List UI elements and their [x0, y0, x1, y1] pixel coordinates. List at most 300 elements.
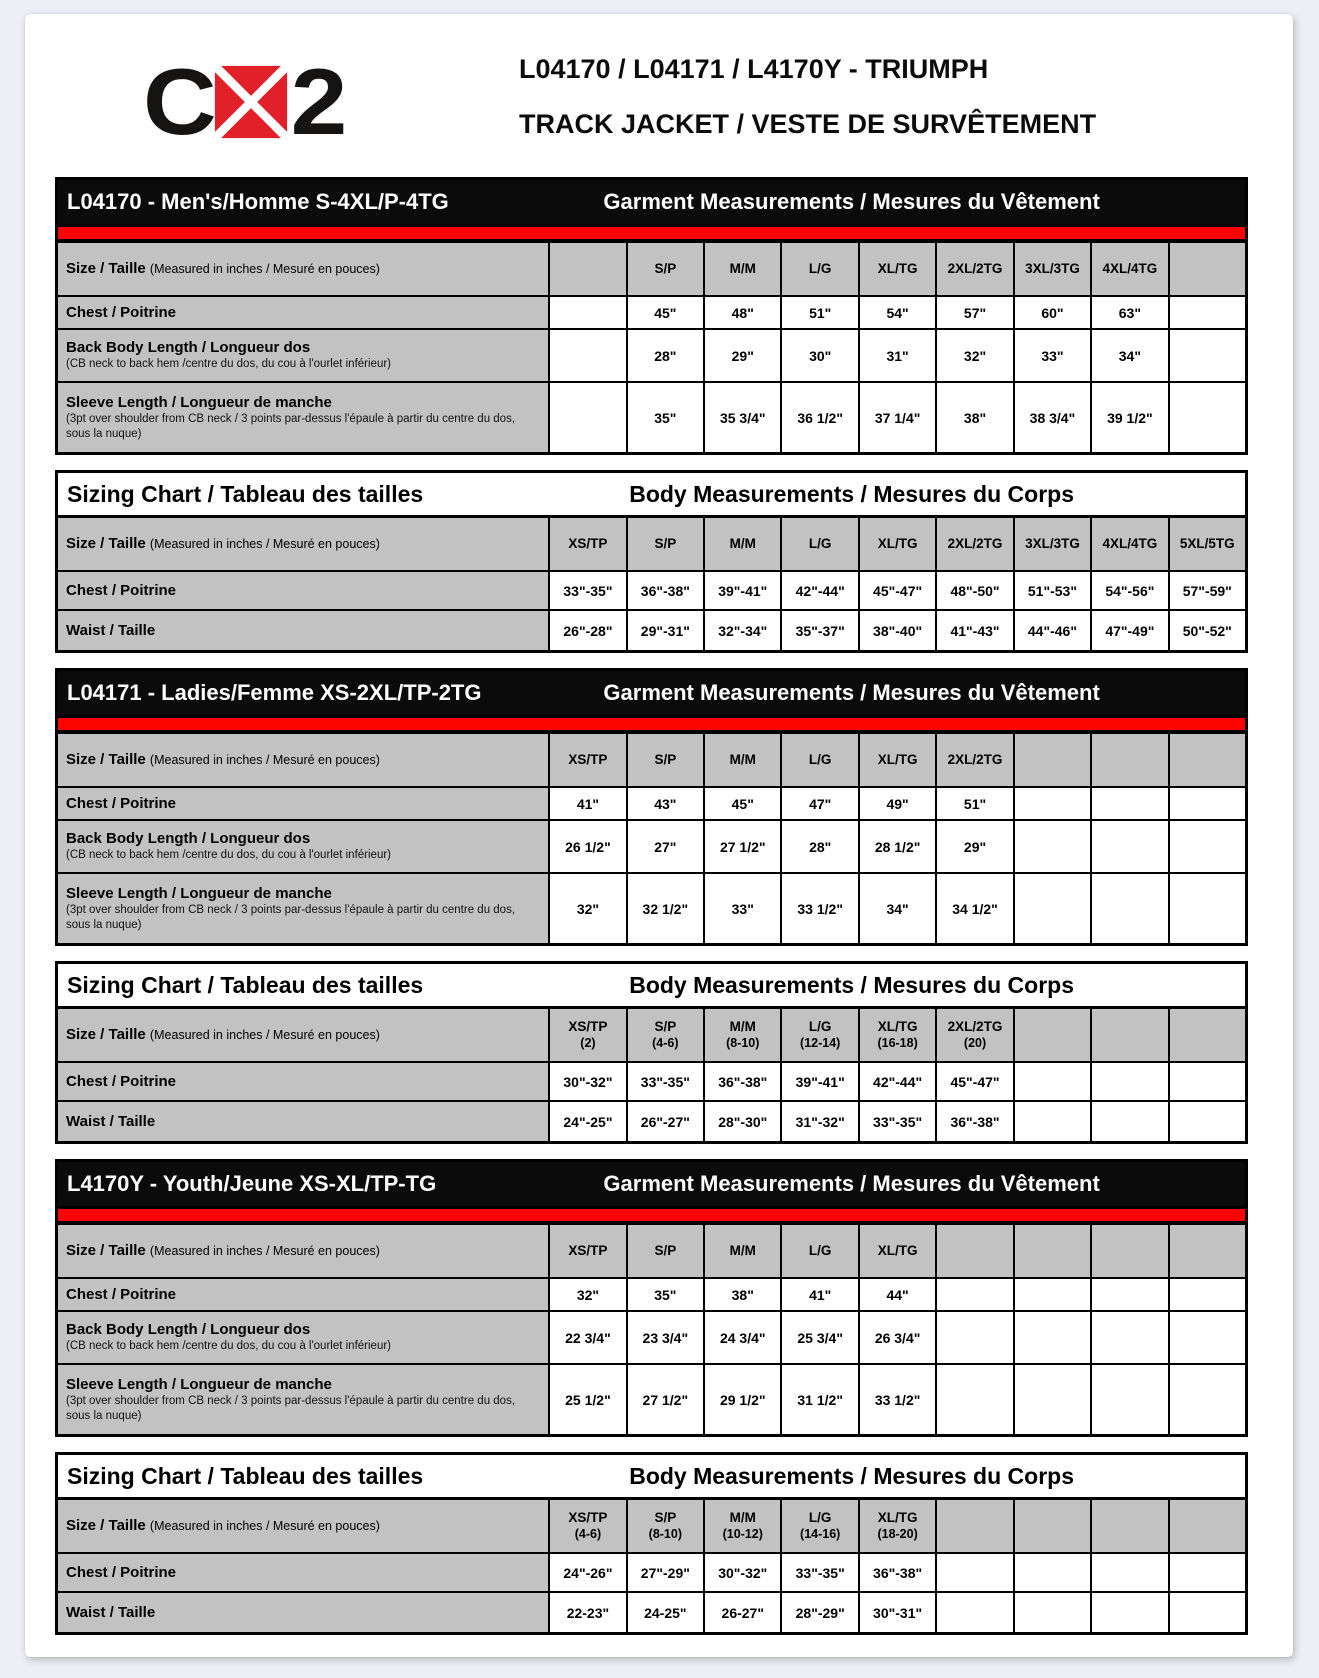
size-header-row [58, 1225, 1245, 1279]
value-cell [626, 874, 703, 943]
table-title: L04171 - Ladies/Femme XS-2XL/TP-2TG [67, 680, 482, 705]
size-column-header [858, 243, 935, 295]
size-name: M/M [729, 751, 756, 767]
size-header-row [58, 1500, 1245, 1554]
value-cell [935, 874, 1012, 943]
size-column-header [703, 1009, 780, 1061]
size-column-header [935, 1500, 1012, 1552]
size-range: (20) [963, 1035, 987, 1050]
row-label-cell [58, 330, 548, 381]
row-label: Waist / Taille [66, 1603, 156, 1621]
size-column-header [935, 1009, 1012, 1061]
measurement-value: 26 3/4" [874, 1329, 921, 1346]
value-cell [626, 1593, 703, 1632]
value-cell [935, 821, 1012, 872]
measurements-title: Body Measurements / Mesures du Corps [629, 971, 1074, 998]
value-cell [858, 1063, 935, 1100]
measurement-value: 29"-31" [640, 622, 690, 639]
measurement-value: 42"-44" [873, 1073, 923, 1090]
measurement-value: 33"-35" [795, 1564, 845, 1581]
value-cell [935, 1102, 1012, 1141]
measurements-title: Garment Measurements / Mesures du Vêtement [603, 189, 1100, 214]
row-label-cell [58, 1312, 548, 1363]
measurement-value: 33"-35" [640, 1073, 690, 1090]
measurements-title: Body Measurements / Mesures du Corps [629, 480, 1074, 507]
size-column-header [780, 1500, 857, 1552]
value-cell [626, 1312, 703, 1363]
value-cell [935, 788, 1012, 819]
value-cell [1090, 1279, 1167, 1310]
value-cell [703, 572, 780, 609]
row-label: Chest / Poitrine [66, 794, 177, 812]
size-column-header [780, 243, 857, 295]
value-cell [1090, 788, 1167, 819]
measurement-value: 51" [809, 304, 832, 321]
measurement-value: 45"-47" [873, 582, 923, 599]
value-cell [1013, 1063, 1090, 1100]
size-name: L/G [808, 751, 832, 767]
measurement-value: 32 1/2" [642, 900, 689, 917]
measurement-value: 29 1/2" [719, 1391, 766, 1408]
value-cell [626, 1365, 703, 1434]
value-cell [858, 1312, 935, 1363]
size-column-header [1168, 1009, 1245, 1061]
size-range: (8-10) [726, 1035, 760, 1050]
value-cell [703, 1102, 780, 1141]
value-cell [626, 611, 703, 650]
value-cell [780, 572, 857, 609]
value-cell [1168, 874, 1245, 943]
measurement-value: 38" [963, 409, 987, 426]
row-label-cell [58, 1554, 548, 1591]
size-name: M/M [729, 535, 756, 551]
size-column-header [858, 1500, 935, 1552]
value-cell [780, 788, 857, 819]
measurement-row [58, 1312, 1245, 1365]
table-header-band [58, 1455, 1245, 1500]
size-column-header [1090, 1009, 1167, 1061]
value-cell [780, 1554, 857, 1591]
value-cell [548, 1063, 625, 1100]
value-cell [703, 821, 780, 872]
value-cell [626, 1102, 703, 1141]
value-cell [1013, 1102, 1090, 1141]
value-cell [1090, 874, 1167, 943]
table-header-band [58, 180, 1245, 224]
size-column-header [1168, 734, 1245, 786]
red-stripe [58, 224, 1245, 243]
size-name: L/G [808, 535, 832, 551]
size-column-header [935, 243, 1012, 295]
measurement-value: 22-23" [566, 1604, 610, 1621]
size-range: (14-16) [800, 1526, 841, 1541]
size-name: XS/TP [568, 751, 608, 767]
value-cell [858, 1365, 935, 1434]
value-cell [703, 297, 780, 328]
measurement-value: 30" [809, 347, 832, 364]
size-name: S/P [654, 751, 677, 767]
measurement-value: 36"-38" [950, 1113, 1000, 1130]
value-cell [1090, 611, 1167, 650]
value-cell [780, 1593, 857, 1632]
measurement-value: 43" [654, 795, 677, 812]
value-cell [1013, 788, 1090, 819]
size-range: (4-6) [574, 1526, 602, 1541]
measurement-row [58, 611, 1245, 650]
size-name: 2XL/2TG [947, 751, 1003, 767]
size-column-header [548, 1009, 625, 1061]
size-label-line [66, 1242, 380, 1260]
value-cell [780, 1279, 857, 1310]
measurement-value: 35" [654, 409, 677, 426]
size-column-header [935, 734, 1012, 786]
size-measure-note: (Measured in inches / Mesuré en pouces) [149, 262, 380, 276]
value-cell [1090, 1312, 1167, 1363]
measurement-value: 51"-53" [1027, 582, 1077, 599]
value-cell [1090, 1102, 1167, 1141]
size-column-header [1013, 734, 1090, 786]
value-cell [1013, 330, 1090, 381]
logo-x-icon [207, 58, 295, 146]
measurement-value: 57" [963, 304, 987, 321]
value-cell [1013, 1593, 1090, 1632]
value-cell [1013, 1554, 1090, 1591]
garment-measurements-table [55, 177, 1248, 455]
size-range: (18-20) [877, 1526, 918, 1541]
size-name: 2XL/2TG [947, 535, 1003, 551]
size-column-header [935, 518, 1012, 570]
size-name: 5XL/5TG [1179, 535, 1235, 551]
size-range: (16-18) [877, 1035, 918, 1050]
size-column-header [548, 1225, 625, 1277]
value-cell [1013, 383, 1090, 452]
measurement-value: 30"-32" [563, 1073, 613, 1090]
size-label-cell [58, 518, 548, 570]
size-column-header [703, 1225, 780, 1277]
row-label-note: (CB neck to back hem /centre du dos, du cou à l'ourlet inférieur) [66, 1340, 391, 1353]
value-cell [548, 297, 625, 328]
value-cell [935, 383, 1012, 452]
measurement-value: 28"-29" [795, 1604, 845, 1621]
size-column-header [858, 1009, 935, 1061]
value-cell [548, 330, 625, 381]
measurement-value: 32" [576, 900, 600, 917]
size-measure-note: (Measured in inches / Mesuré en pouces) [149, 753, 380, 767]
size-column-header [703, 243, 780, 295]
size-column-header [1168, 1225, 1245, 1277]
measurement-value: 26 1/2" [565, 838, 611, 855]
size-column-header [1168, 1500, 1245, 1552]
row-label-cell [58, 1593, 548, 1632]
table-title: Sizing Chart / Tableau des tailles [67, 480, 424, 507]
value-cell [1013, 1365, 1090, 1434]
measurement-value: 60" [1041, 304, 1064, 321]
measurement-value: 41" [809, 1286, 832, 1303]
size-name: S/P [654, 1019, 677, 1035]
size-header-row [58, 734, 1245, 788]
size-name: 3XL/3TG [1025, 535, 1080, 551]
measurement-value: 27"-29" [640, 1564, 690, 1581]
value-cell [1168, 572, 1245, 609]
measurement-value: 23 3/4" [642, 1329, 689, 1346]
row-label-note: (CB neck to back hem /centre du dos, du cou à l'ourlet inférieur) [66, 849, 391, 862]
value-cell [1090, 821, 1167, 872]
size-name: XL/TG [877, 1510, 918, 1526]
measurement-value: 31" [886, 347, 909, 364]
size-label-cell [58, 1009, 548, 1061]
size-name: 4XL/4TG [1102, 535, 1158, 551]
measurement-value: 31"-32" [795, 1113, 845, 1130]
value-cell [1168, 1279, 1245, 1310]
size-label-line [66, 1026, 380, 1044]
size-column-header [935, 1225, 1012, 1277]
row-label-cell [58, 1102, 548, 1141]
size-label: Size / Taille [66, 1242, 150, 1259]
size-name: XS/TP [568, 535, 608, 551]
size-label: Size / Taille [66, 1517, 150, 1534]
value-cell [780, 297, 857, 328]
value-cell [548, 572, 625, 609]
size-name: S/P [654, 535, 677, 551]
measurement-value: 49" [886, 795, 909, 812]
measurement-value: 45" [654, 304, 677, 321]
row-label-cell [58, 611, 548, 650]
value-cell [703, 383, 780, 452]
size-name: S/P [654, 1242, 677, 1258]
value-cell [626, 788, 703, 819]
size-column-header [626, 518, 703, 570]
value-cell [626, 821, 703, 872]
measurement-value: 54"-56" [1105, 582, 1155, 599]
measurement-value: 28" [809, 838, 832, 855]
value-cell [1168, 1102, 1245, 1141]
measurement-value: 27" [654, 838, 677, 855]
value-cell [935, 1063, 1012, 1100]
measurement-value: 57"-59" [1182, 582, 1232, 599]
value-cell [1090, 1593, 1167, 1632]
measurement-value: 36"-38" [718, 1073, 768, 1090]
size-label-cell [58, 243, 548, 295]
value-cell [548, 383, 625, 452]
measurement-value: 24 3/4" [719, 1329, 766, 1346]
size-label: Size / Taille [66, 1026, 150, 1043]
row-label: Sleeve Length / Longueur de manche [66, 885, 332, 903]
size-column-header [703, 1500, 780, 1552]
value-cell [858, 297, 935, 328]
size-column-header [1013, 1225, 1090, 1277]
size-name: S/P [654, 260, 677, 276]
value-cell [858, 611, 935, 650]
value-cell [935, 572, 1012, 609]
size-name: M/M [729, 1510, 756, 1526]
measurement-row [58, 874, 1245, 943]
value-cell [626, 1554, 703, 1591]
measurement-value: 36"-38" [873, 1564, 923, 1581]
size-range: (2) [580, 1035, 596, 1050]
value-cell [935, 330, 1012, 381]
measurement-value: 63" [1118, 304, 1141, 321]
size-name: L/G [808, 260, 832, 276]
measurement-row [58, 297, 1245, 330]
value-cell [1013, 572, 1090, 609]
measurement-value: 28"-30" [718, 1113, 768, 1130]
measurement-row [58, 1365, 1245, 1434]
row-label: Waist / Taille [66, 1112, 156, 1130]
size-column-header [1168, 243, 1245, 295]
size-column-header [703, 734, 780, 786]
value-cell [935, 1554, 1012, 1591]
size-column-header [1090, 1500, 1167, 1552]
row-label: Back Body Length / Longueur dos [66, 1321, 311, 1339]
value-cell [548, 874, 625, 943]
value-cell [626, 297, 703, 328]
value-cell [1090, 572, 1167, 609]
measurement-value: 54" [886, 304, 909, 321]
value-cell [703, 788, 780, 819]
measurement-value: 34 1/2" [952, 900, 998, 917]
measurement-value: 26-27" [721, 1604, 764, 1621]
value-cell [703, 874, 780, 943]
value-cell [626, 572, 703, 609]
value-cell [780, 1312, 857, 1363]
value-cell [1168, 1312, 1245, 1363]
measurement-value: 38"-40" [873, 622, 923, 639]
size-header-row [58, 518, 1245, 572]
measurements-title: Garment Measurements / Mesures du Vêtement [603, 1171, 1100, 1196]
size-name: 2XL/2TG [947, 1019, 1003, 1035]
row-label-note: (3pt over shoulder from CB neck / 3 points par-dessus l'épaule à partir du centre du dos, sous la nuque) [66, 904, 516, 931]
size-tables [55, 177, 1248, 1635]
size-name: XL/TG [877, 1242, 918, 1258]
value-cell [703, 1312, 780, 1363]
size-name: 2XL/2TG [947, 260, 1003, 276]
size-column-header [1090, 518, 1167, 570]
size-column-header [858, 518, 935, 570]
row-label-cell [58, 297, 548, 328]
sizing-chart-table [55, 961, 1248, 1144]
measurement-value: 48" [731, 304, 754, 321]
measurement-value: 32"-34" [718, 622, 768, 639]
value-cell [1090, 1554, 1167, 1591]
value-cell [1168, 383, 1245, 452]
row-label-cell [58, 788, 548, 819]
value-cell [626, 383, 703, 452]
measurements-title: Garment Measurements / Mesures du Vêtement [603, 680, 1100, 705]
measurement-value: 45" [731, 795, 754, 812]
sizing-chart-table [55, 1452, 1248, 1635]
size-label-line [66, 1517, 380, 1535]
size-column-header [1090, 243, 1167, 295]
measurement-value: 36 1/2" [797, 409, 843, 426]
size-column-header [703, 518, 780, 570]
size-column-header [858, 734, 935, 786]
measurement-value: 27 1/2" [719, 838, 766, 855]
measurement-value: 36"-38" [640, 582, 690, 599]
measurement-value: 44"-46" [1027, 622, 1077, 639]
size-label: Size / Taille [66, 751, 150, 768]
size-name: M/M [729, 260, 756, 276]
value-cell [1090, 383, 1167, 452]
size-name: XS/TP [568, 1019, 608, 1035]
measurement-value: 48"-50" [950, 582, 1000, 599]
brand-logo [143, 49, 342, 155]
value-cell [858, 572, 935, 609]
size-column-header [626, 243, 703, 295]
size-range: (10-12) [722, 1526, 763, 1541]
row-label-note: (3pt over shoulder from CB neck / 3 points par-dessus l'épaule à partir du centre du dos, sous la nuque) [66, 413, 516, 440]
measurement-value: 50"-52" [1182, 622, 1232, 639]
garment-measurements-table [55, 668, 1248, 946]
table-title: L4170Y - Youth/Jeune XS-XL/TP-TG [67, 1171, 437, 1196]
table-title: Sizing Chart / Tableau des tailles [67, 1462, 424, 1489]
size-column-header [1013, 1009, 1090, 1061]
value-cell [1168, 1063, 1245, 1100]
value-cell [780, 821, 857, 872]
row-label-cell [58, 821, 548, 872]
size-header-row [58, 1009, 1245, 1063]
size-column-header [626, 1500, 703, 1552]
row-label-cell [58, 1279, 548, 1310]
value-cell [1013, 297, 1090, 328]
measurement-value: 33"-35" [563, 582, 613, 599]
value-cell [703, 1365, 780, 1434]
value-cell [935, 611, 1012, 650]
value-cell [1168, 330, 1245, 381]
value-cell [1168, 788, 1245, 819]
table-title: Sizing Chart / Tableau des tailles [67, 971, 424, 998]
value-cell [703, 1593, 780, 1632]
size-name: M/M [729, 1242, 756, 1258]
size-column-header [858, 1225, 935, 1277]
value-cell [1168, 611, 1245, 650]
value-cell [858, 330, 935, 381]
size-column-header [626, 734, 703, 786]
measurement-value: 35 3/4" [719, 409, 766, 426]
measurement-value: 26"-28" [563, 622, 613, 639]
value-cell [780, 330, 857, 381]
size-header-row [58, 243, 1245, 297]
row-label-note: (3pt over shoulder from CB neck / 3 points par-dessus l'épaule à partir du centre du dos, sous la nuque) [66, 1395, 516, 1422]
value-cell [626, 1279, 703, 1310]
value-cell [548, 1554, 625, 1591]
document-header [25, 14, 1293, 176]
logo-letter-c: C [143, 49, 211, 155]
size-column-header [548, 734, 625, 786]
row-label: Chest / Poitrine [66, 1563, 177, 1581]
size-label-line [66, 535, 380, 553]
size-label: Size / Taille [66, 535, 150, 552]
measurement-value: 24"-25" [563, 1113, 613, 1130]
size-label-cell [58, 734, 548, 786]
size-column-header [780, 518, 857, 570]
measurement-value: 45"-47" [950, 1073, 1000, 1090]
value-cell [1013, 1279, 1090, 1310]
measurement-value: 29" [963, 838, 987, 855]
measurement-value: 30"-32" [718, 1564, 768, 1581]
size-column-header [548, 1500, 625, 1552]
value-cell [858, 1102, 935, 1141]
size-label-cell [58, 1225, 548, 1277]
value-cell [1168, 1554, 1245, 1591]
measurement-value: 35"-37" [795, 622, 845, 639]
measurement-row [58, 572, 1245, 611]
measurement-row [58, 821, 1245, 874]
measurement-value: 32" [963, 347, 987, 364]
size-column-header [626, 1225, 703, 1277]
value-cell [858, 788, 935, 819]
table-header-band [58, 964, 1245, 1009]
measurement-value: 30"-31" [873, 1604, 923, 1621]
